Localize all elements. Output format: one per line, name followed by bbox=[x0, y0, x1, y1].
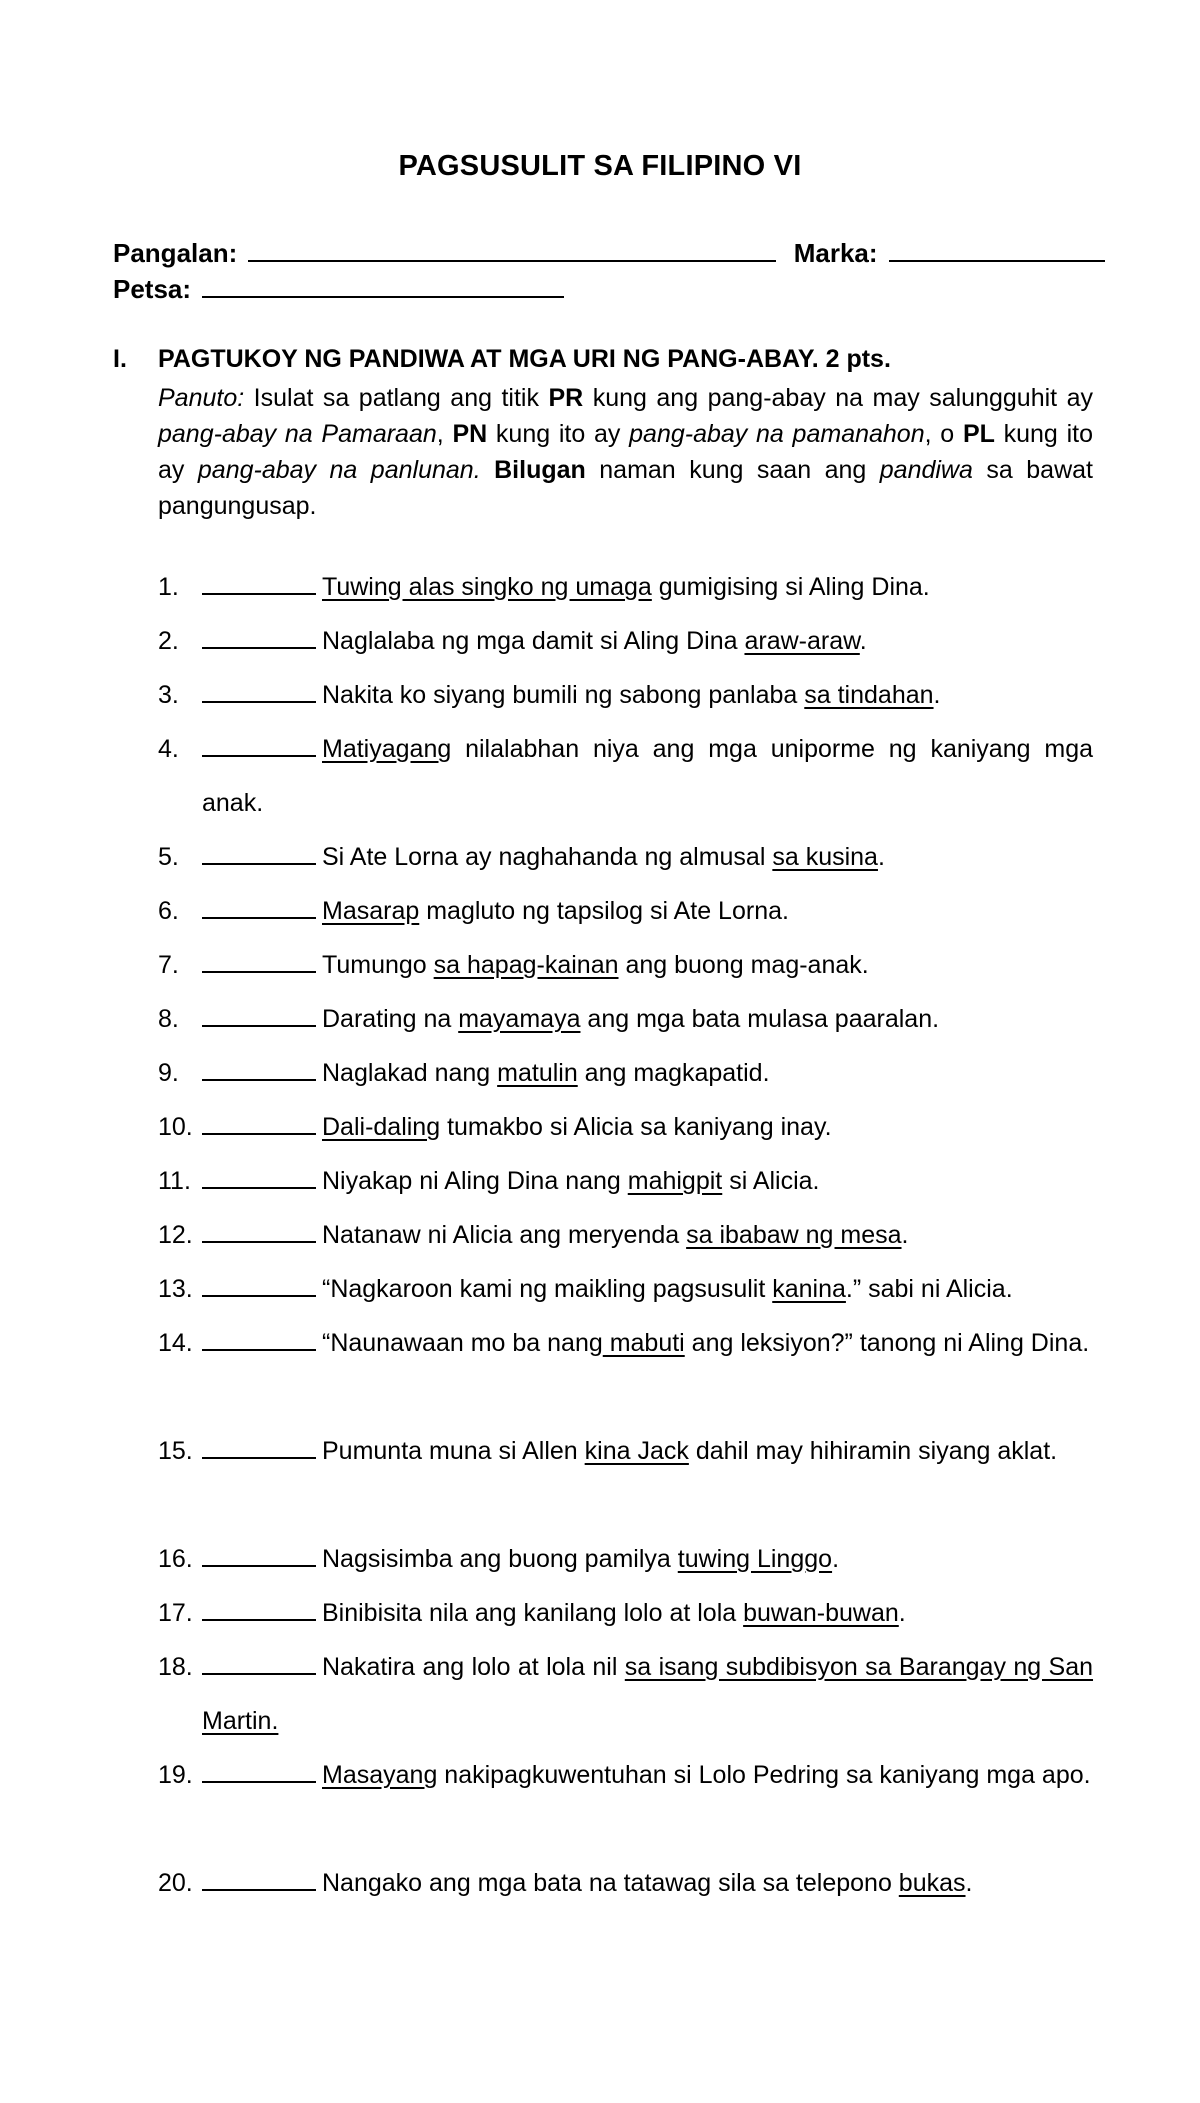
underlined-adverb: mahigpit bbox=[627, 1167, 723, 1195]
section-title: PAGTUKOY NG PANDIWA AT MGA URI NG PANG-ABAY. 2 pts. bbox=[158, 345, 891, 373]
sentence-text: Nagsisimba ang buong pamilya bbox=[322, 1545, 678, 1573]
item-number: 1. bbox=[158, 573, 179, 601]
sentence-text: . bbox=[877, 843, 885, 871]
score-label: Marka: bbox=[793, 238, 878, 268]
sentence-text: Nangako ang mga bata na tatawag sila sa telepono bbox=[322, 1869, 899, 1897]
sentence-text: .” sabi ni Alicia. bbox=[845, 1275, 1013, 1303]
item-number: 18. bbox=[158, 1653, 193, 1681]
underlined-adverb: sa isang subdibisyon sa Barangay ng San Martin. bbox=[202, 1653, 1094, 1735]
instruction-run: pang-abay na Pamaraan bbox=[158, 420, 437, 448]
answer-blank[interactable] bbox=[202, 895, 316, 919]
list-item bbox=[0, 1586, 1200, 1640]
sentence-text: Natanaw ni Alicia ang meryenda bbox=[322, 1221, 687, 1249]
list-item bbox=[0, 1100, 1200, 1154]
answer-blank[interactable] bbox=[202, 1219, 316, 1243]
answer-blank[interactable] bbox=[202, 733, 316, 757]
list-item bbox=[0, 668, 1200, 722]
list-item bbox=[0, 722, 1200, 830]
item-number: 19. bbox=[158, 1761, 193, 1789]
list-item bbox=[0, 884, 1200, 938]
underlined-adverb: sa tindahan bbox=[804, 681, 934, 709]
list-item bbox=[0, 992, 1200, 1046]
item-text bbox=[202, 830, 1093, 884]
item-text bbox=[202, 938, 1093, 992]
item-number: 2. bbox=[158, 627, 179, 655]
sentence-text: . bbox=[901, 1221, 909, 1249]
sentence-text: . bbox=[898, 1599, 906, 1627]
item-number: 14. bbox=[158, 1329, 193, 1357]
answer-blank[interactable] bbox=[202, 1759, 316, 1783]
instruction-run bbox=[481, 456, 494, 484]
name-score-row bbox=[113, 236, 1105, 269]
sentence-text: Tumungo bbox=[322, 951, 434, 979]
item-number: 15. bbox=[158, 1437, 193, 1465]
item-number: 5. bbox=[158, 843, 179, 871]
name-field[interactable] bbox=[248, 236, 776, 262]
list-item bbox=[0, 614, 1200, 668]
sentence-text: Darating na bbox=[322, 1005, 459, 1033]
underlined-adverb: kina Jack bbox=[584, 1437, 689, 1465]
score-field[interactable] bbox=[889, 236, 1105, 262]
item-number: 3. bbox=[158, 681, 179, 709]
underlined-adverb: sa hapag-kainan bbox=[433, 951, 619, 979]
instruction-run: PL bbox=[962, 420, 995, 448]
name-label: Pangalan: bbox=[113, 238, 238, 268]
sentence-text: Nakatira ang lolo at lola nil bbox=[322, 1653, 625, 1681]
answer-blank[interactable] bbox=[202, 1003, 316, 1027]
sentence-text: Binibisita nila ang kanilang lolo at lola bbox=[322, 1599, 744, 1627]
instruction-run: pang-abay na panlunan. bbox=[197, 456, 481, 484]
answer-blank[interactable] bbox=[202, 1327, 316, 1351]
item-text bbox=[202, 1046, 1093, 1100]
item-number: 20. bbox=[158, 1869, 193, 1897]
sentence-text: Naglakad nang bbox=[322, 1059, 498, 1087]
underlined-adverb: sa kusina bbox=[772, 843, 878, 871]
list-item bbox=[0, 938, 1200, 992]
answer-blank[interactable] bbox=[202, 1867, 316, 1891]
sentence-text: Naglalaba ng mga damit si Aling Dina bbox=[322, 627, 745, 655]
answer-blank[interactable] bbox=[202, 1111, 316, 1135]
item-text bbox=[202, 668, 1093, 722]
item-text bbox=[202, 614, 1093, 668]
date-label: Petsa: bbox=[113, 274, 192, 304]
item-text bbox=[202, 1748, 1093, 1802]
item-text bbox=[202, 1586, 1093, 1640]
answer-blank[interactable] bbox=[202, 1651, 316, 1675]
item-text bbox=[202, 1154, 1093, 1208]
underlined-adverb: Masayang bbox=[322, 1761, 438, 1789]
instruction-run: pandiwa bbox=[879, 456, 973, 484]
item-text bbox=[202, 1532, 1093, 1586]
underlined-adverb: Masarap bbox=[322, 897, 420, 925]
list-item bbox=[0, 1856, 1200, 1910]
underlined-adverb: araw-araw bbox=[744, 627, 860, 655]
sentence-text: Niyakap ni Aling Dina nang bbox=[322, 1167, 628, 1195]
sentence-text: nilalabhan niya ang mga uniporme ng kaniyang mga anak. bbox=[202, 735, 1093, 817]
list-item bbox=[0, 1046, 1200, 1100]
item-number: 17. bbox=[158, 1599, 193, 1627]
section-instructions bbox=[158, 380, 1093, 524]
item-number: 6. bbox=[158, 897, 179, 925]
instruction-run: Isulat sa patlang ang titik bbox=[244, 384, 549, 412]
item-number: 13. bbox=[158, 1275, 193, 1303]
item-number: 11. bbox=[158, 1167, 191, 1195]
sentence-text: “Nagkaroon kami ng maikling pagsusulit bbox=[322, 1275, 773, 1303]
sentence-text: nakipagkuwentuhan si Lolo Pedring sa kaniyang mga apo. bbox=[437, 1761, 1091, 1789]
item-text bbox=[202, 1856, 1093, 1910]
sentence-text: Pumunta muna si Allen bbox=[322, 1437, 585, 1465]
item-text bbox=[202, 1208, 1093, 1262]
date-row bbox=[113, 272, 564, 305]
section-number: I. bbox=[113, 345, 127, 373]
answer-blank[interactable] bbox=[202, 1543, 316, 1567]
underlined-adverb: Matiyagang bbox=[322, 735, 452, 763]
item-text bbox=[202, 1262, 1093, 1316]
date-field[interactable] bbox=[202, 272, 564, 298]
item-text bbox=[202, 560, 1093, 614]
instruction-run: Panuto: bbox=[158, 384, 245, 412]
instruction-run: PR bbox=[548, 384, 584, 412]
instruction-run: PN bbox=[452, 420, 488, 448]
item-text bbox=[202, 1640, 1093, 1748]
underlined-adverb: sa ibabaw ng mesa bbox=[686, 1221, 902, 1249]
list-item bbox=[0, 830, 1200, 884]
sentence-text: tumakbo si Alicia sa kaniyang inay. bbox=[440, 1113, 832, 1141]
item-number: 16. bbox=[158, 1545, 193, 1573]
list-item bbox=[0, 1532, 1200, 1586]
list-item bbox=[0, 1154, 1200, 1208]
instruction-run: kung ito ay bbox=[487, 420, 630, 448]
sentence-text: . bbox=[933, 681, 941, 709]
instruction-run: pang-abay na pamanahon bbox=[629, 420, 925, 448]
item-text bbox=[202, 1316, 1093, 1370]
sentence-text: Nakita ko siyang bumili ng sabong panlaba bbox=[322, 681, 805, 709]
answer-blank[interactable] bbox=[202, 1057, 316, 1081]
instruction-run: naman kung saan ang bbox=[585, 456, 880, 484]
item-number: 8. bbox=[158, 1005, 179, 1033]
answer-blank[interactable] bbox=[202, 1597, 316, 1621]
answer-blank[interactable] bbox=[202, 1273, 316, 1297]
instruction-run: Bilugan bbox=[494, 456, 586, 484]
underlined-adverb: tuwing Linggo bbox=[677, 1545, 833, 1573]
list-item bbox=[0, 1640, 1200, 1748]
sentence-text: ang buong mag-anak. bbox=[618, 951, 869, 979]
item-text bbox=[202, 722, 1093, 830]
instruction-run: kung ang pang-abay na may salungguhit ay bbox=[583, 384, 1093, 412]
answer-blank[interactable] bbox=[202, 1165, 316, 1189]
underlined-adverb: Dali-daling bbox=[322, 1113, 441, 1141]
item-number: 10. bbox=[158, 1113, 193, 1141]
list-item bbox=[0, 1208, 1200, 1262]
list-item bbox=[0, 1316, 1200, 1424]
sentence-text: ang mga bata mulasa paaralan. bbox=[580, 1005, 940, 1033]
answer-blank[interactable] bbox=[202, 571, 316, 595]
underlined-adverb: mayamaya bbox=[458, 1005, 581, 1033]
item-number: 7. bbox=[158, 951, 179, 979]
sentence-text: magluto ng tapsilog si Ate Lorna. bbox=[419, 897, 789, 925]
underlined-adverb: mabuti bbox=[602, 1329, 685, 1357]
sentence-text: si Alicia. bbox=[722, 1167, 820, 1195]
answer-blank[interactable] bbox=[202, 841, 316, 865]
underlined-adverb: matulin bbox=[497, 1059, 578, 1087]
sentence-text: “Naunawaan mo ba nang bbox=[322, 1329, 603, 1357]
underlined-adverb: Tuwing alas singko ng umaga bbox=[322, 573, 652, 601]
list-item bbox=[0, 560, 1200, 614]
sentence-text: gumigising si Aling Dina. bbox=[651, 573, 930, 601]
list-item bbox=[0, 1748, 1200, 1856]
list-item bbox=[0, 1424, 1200, 1532]
item-text bbox=[202, 1424, 1093, 1478]
item-number: 12. bbox=[158, 1221, 193, 1249]
sentence-text: . bbox=[965, 1869, 973, 1897]
answer-blank[interactable] bbox=[202, 949, 316, 973]
question-list bbox=[0, 560, 1200, 1910]
sentence-text: ang leksiyon?” tanong ni Aling Dina. bbox=[684, 1329, 1090, 1357]
underlined-adverb: buwan-buwan bbox=[743, 1599, 899, 1627]
underlined-adverb: bukas bbox=[898, 1869, 966, 1897]
instruction-run: sa bawat pangungusap. bbox=[158, 456, 1093, 520]
item-number: 4. bbox=[158, 735, 179, 763]
sentence-text: . bbox=[859, 627, 867, 655]
instruction-run: , bbox=[436, 420, 453, 448]
underlined-adverb: kanina bbox=[772, 1275, 846, 1303]
answer-blank[interactable] bbox=[202, 625, 316, 649]
instruction-run: , o bbox=[924, 420, 963, 448]
item-number: 9. bbox=[158, 1059, 179, 1087]
sentence-text: . bbox=[832, 1545, 840, 1573]
sentence-text: dahil may hihiramin siyang aklat. bbox=[688, 1437, 1058, 1465]
list-item bbox=[0, 1262, 1200, 1316]
page-title: PAGSUSULIT SA FILIPINO VI bbox=[398, 150, 802, 182]
item-text bbox=[202, 992, 1093, 1046]
item-text bbox=[202, 1100, 1093, 1154]
instruction-run: kung ito ay bbox=[158, 420, 1093, 484]
item-text bbox=[202, 884, 1093, 938]
answer-blank[interactable] bbox=[202, 1435, 316, 1459]
sentence-text: ang magkapatid. bbox=[577, 1059, 770, 1087]
answer-blank[interactable] bbox=[202, 679, 316, 703]
sentence-text: Si Ate Lorna ay naghahanda ng almusal bbox=[322, 843, 773, 871]
